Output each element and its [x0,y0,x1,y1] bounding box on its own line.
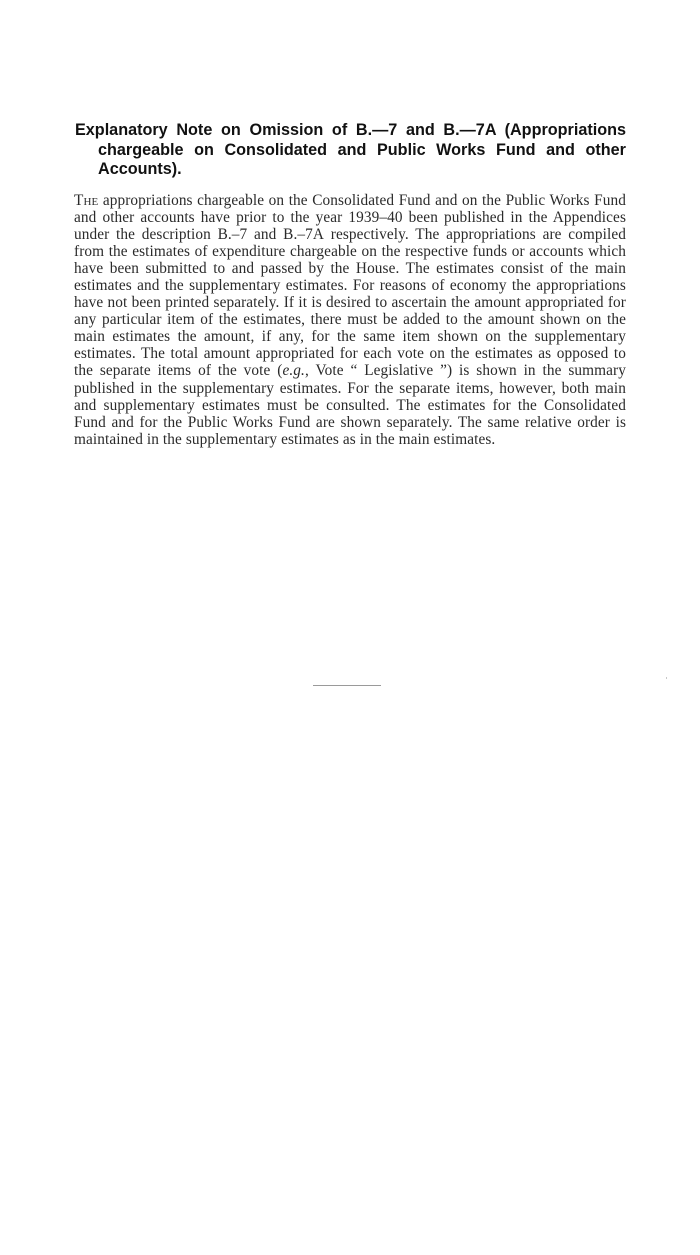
paragraph-lead-in: The [74,192,99,209]
paragraph-suffix-a: A [312,226,325,244]
paragraph-text-part-3: , Vote “ Legislative ”) is shown in the summary published in the supplementary estimates. For the separate items, however, both main and supplementary estimates must be consulted. The estimates for the Consolidated Fund and for the Public Works Fund are shown separately. The same relative order is maintained in the supplementary estimates as in the main estimates. [74,362,626,448]
paragraph-eg-italic: e.g. [282,362,305,380]
explanatory-note-paragraph [74,192,626,448]
paragraph-text-part-2: respectively. The appropriations are compiled from the estimates of expenditure chargeable on the respective funds or accounts which have been submitted to and passed by the House. The estimates consist of the main estimates and the supplementary estimates. For reasons of economy the appropriations have not been printed separately. If it is desired to ascertain the amount appropriated for any particular item of the estimates, there must be added to the amount shown on the main estimates the amount, if any, for the same item shown on the supplementary estimates. The total amount appropriated for each vote on the estimates as opposed to the separate items of the vote ( [74,226,626,380]
closing-rule-divider [313,685,381,686]
explanatory-note-heading: Explanatory Note on Omission of B.—7 and B.—7A (Appropriations chargeable on Consolidated and Public Works Fund and other Accounts). [75,121,626,178]
page-edge-mark [666,677,667,679]
paragraph-text-part-1: appropriations chargeable on the Consolidated Fund and on the Public Works Fund and other accounts have prior to the year 1939–40 been published in the Appendices under the description B.–7 and B.–7 [74,192,626,244]
